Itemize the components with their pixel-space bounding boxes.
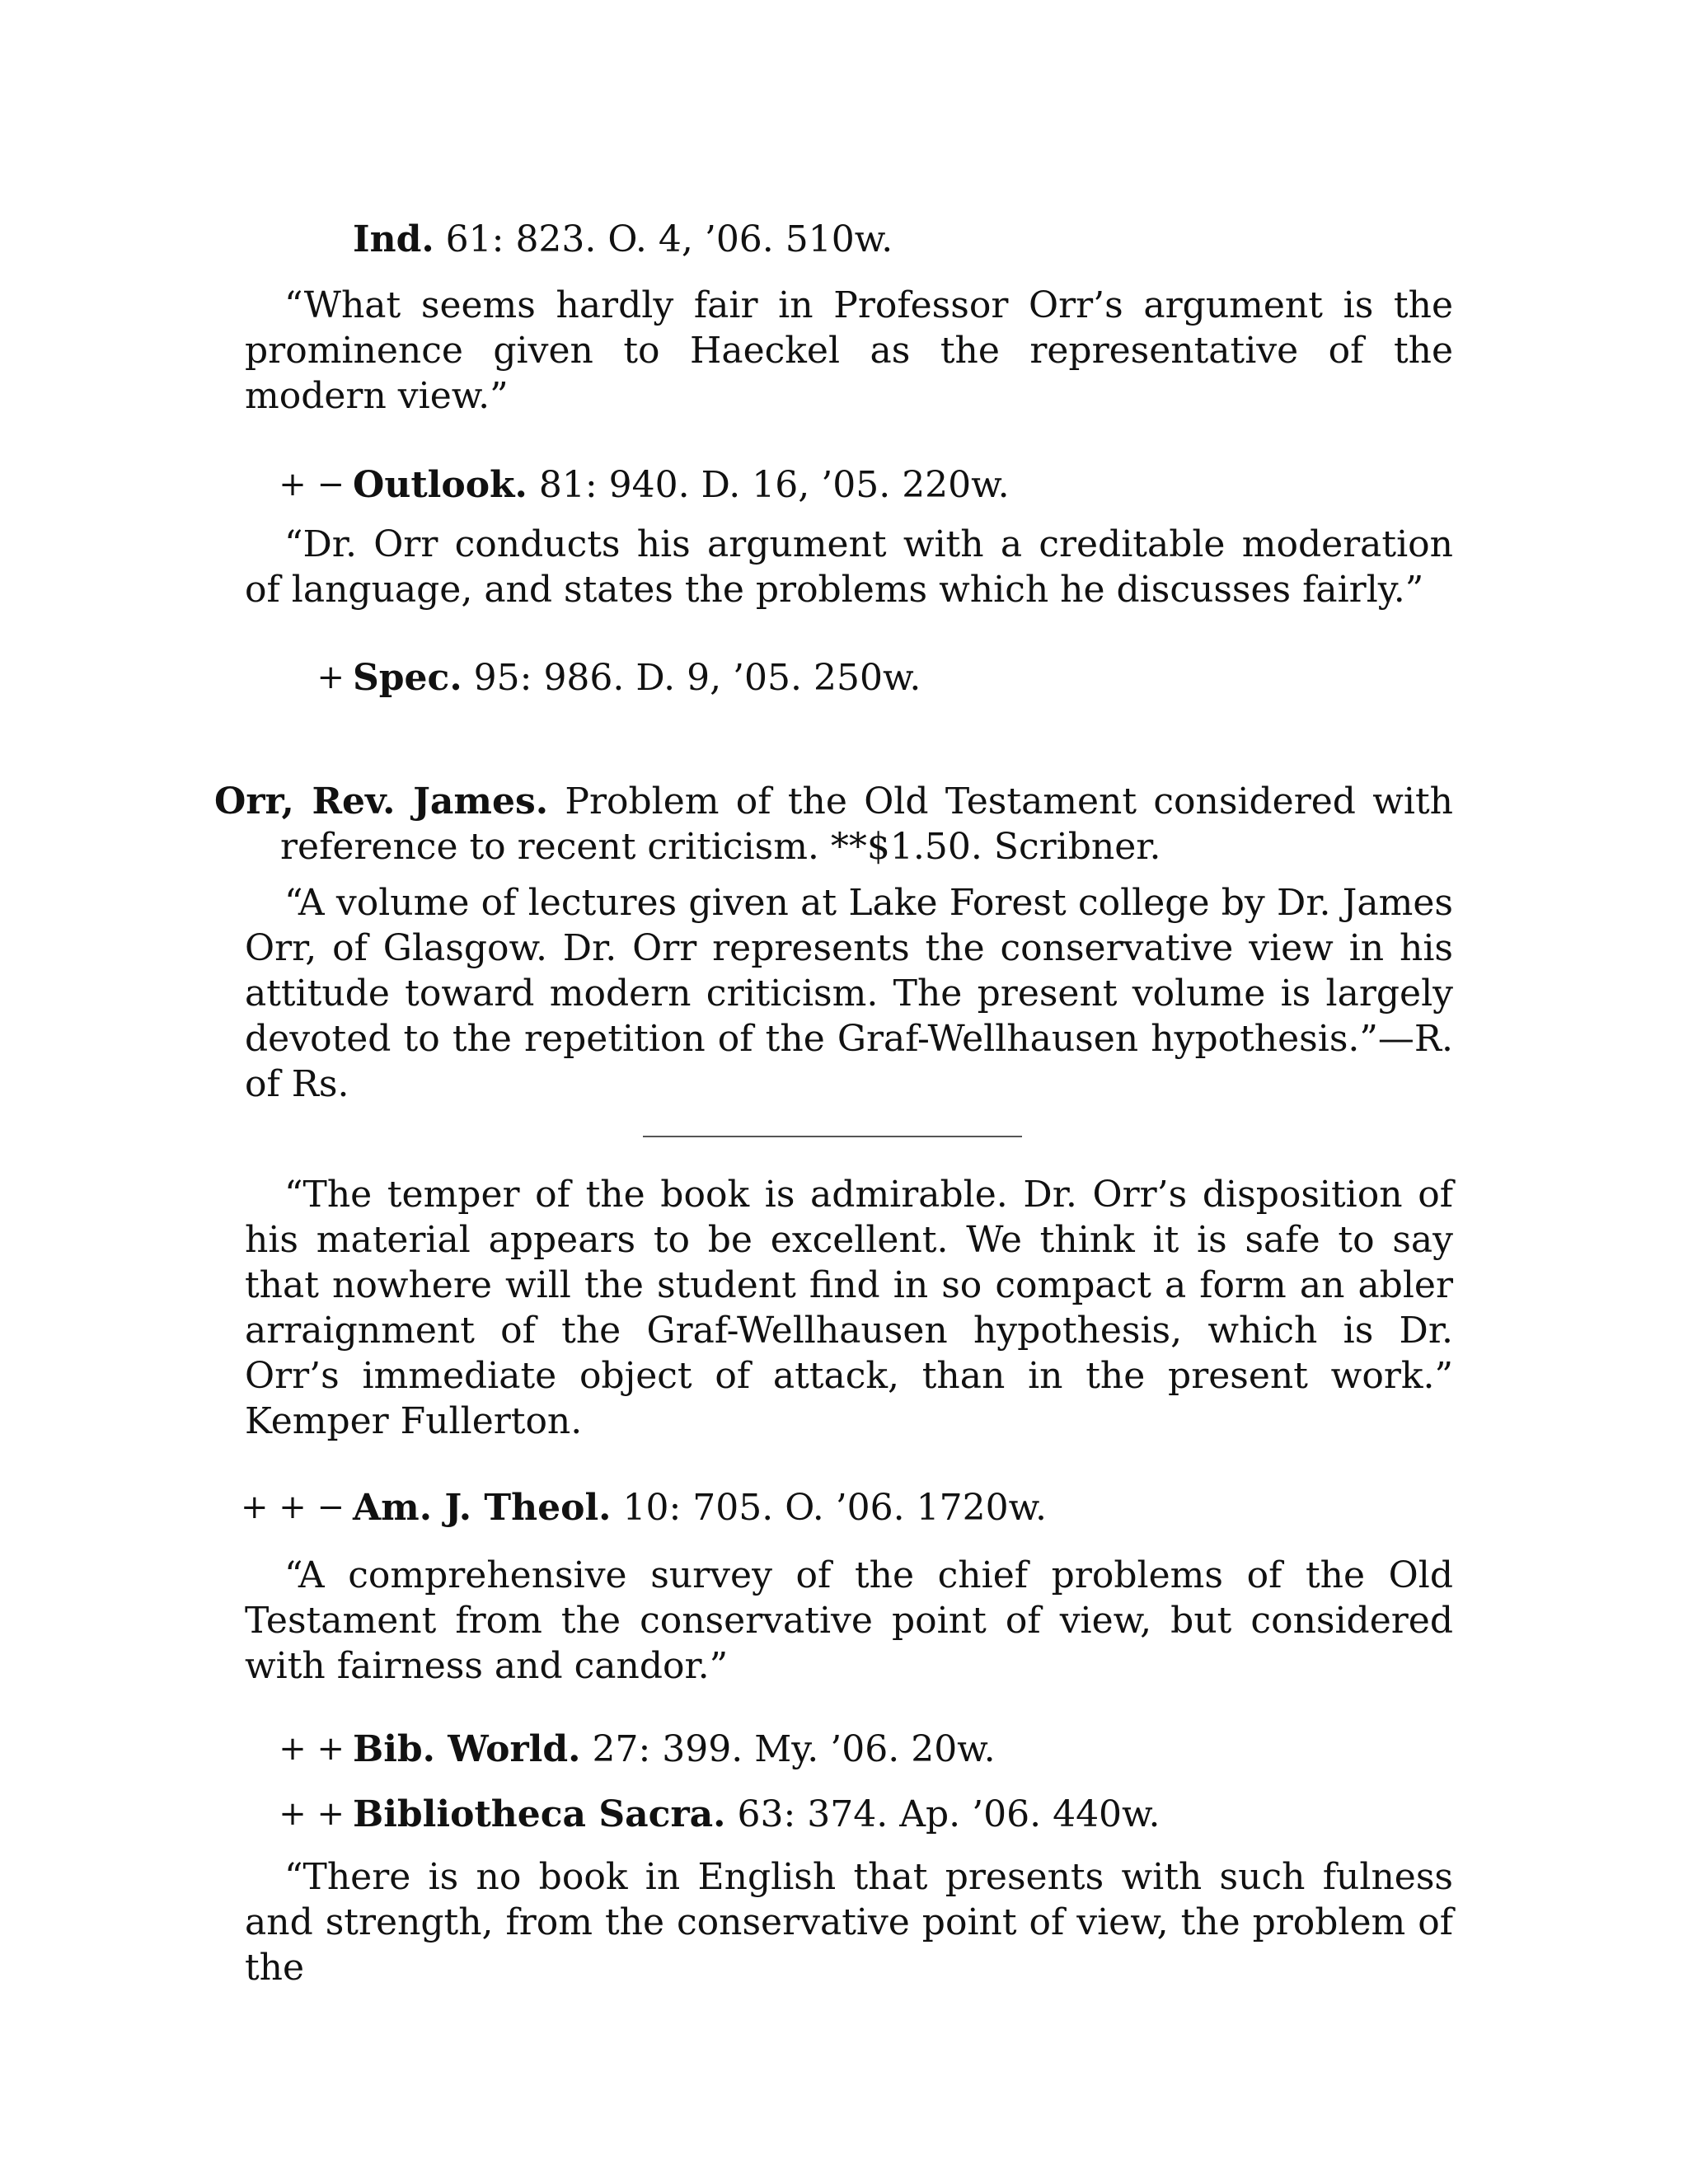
review-reference xyxy=(353,1485,1047,1530)
review-rating: + + xyxy=(279,1730,345,1768)
review-quote: “What seems hardly fair in Professor Orr’s argument is the prominence given to Haeckel as the representative of the modern view.” xyxy=(245,284,1453,417)
review-reference xyxy=(353,1792,1160,1837)
review-citation: 81: 940. D. 16, ’05. 220w. xyxy=(527,464,1010,506)
review-source: Ind. xyxy=(353,218,434,260)
review-source: Bibliotheca Sacra. xyxy=(353,1793,726,1835)
book-description: Problem of the Old Testament considered with reference to recent criticism. **$1.50. Scribner. xyxy=(280,780,1453,868)
review-quote: “There is no book in English that presents with such fulness and strength, from the conservative point of view, the problem of the xyxy=(245,1856,1453,1989)
review-source: Bib. World. xyxy=(353,1728,581,1770)
review-citation: 27: 399. My. ’06. 20w. xyxy=(580,1728,996,1770)
review-citation: 10: 705. O. ’06. 1720w. xyxy=(611,1487,1048,1529)
review-quote: “The temper of the book is admirable. Dr. Orr’s disposition of his material appears to be excellent. We think it is safe to say that nowhere will the student find in so compact a form an abler arraignment of the Graf-Wellhausen hypothesis, which is Dr. Orr’s immediate object of attack, than in the present work.” Kemper Fullerton. xyxy=(245,1174,1453,1442)
review-rating: + xyxy=(316,658,345,696)
review-quote: “A comprehensive survey of the chief problems of the Old Testament from the conservative point of view, but considered with fairness and candor.” xyxy=(245,1554,1453,1687)
review-rating: + − xyxy=(279,466,345,504)
review-quote: “Dr. Orr conducts his argument with a creditable moderation of language, and states the problems which he discusses fairly.” xyxy=(245,523,1453,611)
review-rating: + + − xyxy=(241,1488,345,1526)
review-reference xyxy=(353,655,921,701)
review-source: Am. J. Theol. xyxy=(353,1487,612,1529)
review-source: Spec. xyxy=(353,657,462,699)
review-reference xyxy=(353,462,1010,508)
book-summary-quote: “A volume of lectures given at Lake Forest college by Dr. James Orr, of Glasgow. Dr. Orr represents the conservative view in his attitude toward modern criticism. The present volume is largely devoted to the repetition of the Graf-Wellhausen hypothesis.”—R. of Rs. xyxy=(245,882,1453,1105)
section-divider xyxy=(643,1136,1022,1137)
book-entry-heading xyxy=(214,779,1453,869)
review-rating: + + xyxy=(279,1795,345,1833)
review-reference xyxy=(353,217,893,262)
review-source: Outlook. xyxy=(353,464,528,506)
review-citation: 95: 986. D. 9, ’05. 250w. xyxy=(462,657,921,699)
review-citation: 61: 823. O. 4, ’06. 510w. xyxy=(434,218,893,260)
review-reference xyxy=(353,1727,996,1772)
review-citation: 63: 374. Ap. ’06. 440w. xyxy=(725,1793,1160,1835)
book-author: Orr, Rev. James. xyxy=(214,780,549,823)
